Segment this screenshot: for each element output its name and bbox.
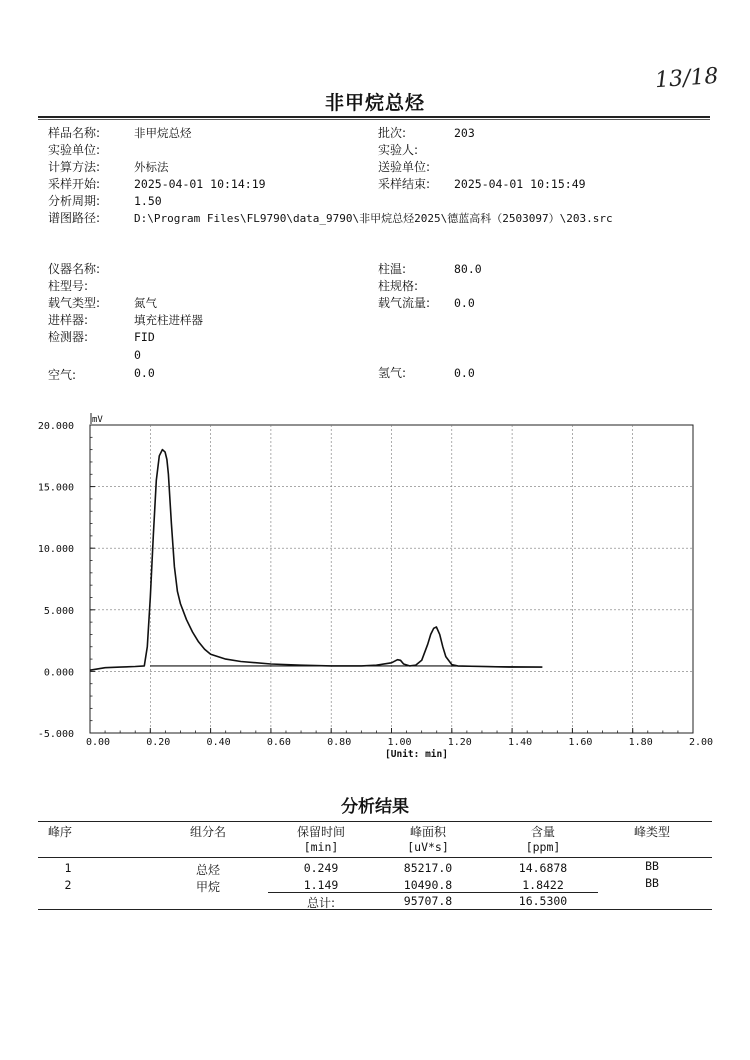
- header-component: 组分名: [189, 825, 226, 839]
- header-content: 含量: [530, 825, 555, 839]
- y-tick-label: 20.000: [37, 421, 74, 432]
- table-header-rule: [38, 857, 712, 858]
- x-tick-label: 0.40: [206, 737, 231, 748]
- x-tick-label: 1.00: [387, 737, 412, 748]
- table-top-rule: [38, 821, 712, 822]
- chromatogram-chart: [30, 410, 714, 760]
- total-rule: [268, 892, 598, 893]
- instrument-info: 仪器名称: 柱型号: 载气类型: 氮气 进样器: 填充柱进样器 检测器: FID 0 空气: 0.0 柱温: 80.0 柱规格: 载气流量: 0.0 氢气: 0.0: [48, 262, 482, 382]
- x-tick-label: 1.80: [628, 737, 653, 748]
- y-tick-label: 10.000: [37, 544, 74, 556]
- y-tick-label: 0.000: [43, 667, 74, 679]
- y-tick-label: -5.000: [37, 729, 74, 740]
- x-tick-label: 2.00: [688, 737, 714, 748]
- header-peak-no: 峰序: [47, 825, 72, 839]
- y-tick-label: 5.000: [43, 605, 74, 617]
- header-area: 峰面积: [409, 825, 446, 839]
- x-tick-label: 0.80: [327, 737, 352, 748]
- sample-info: 样品名称: 非甲烷总烃 实验单位: 计算方法: 外标法 采样开始: 2025-04-01 10:14:19 分析周期: 1.50 谱图路径: D:\Program Files\FL9790\data_9790\非甲烷总烃2025\德蓝高科（2503097）\203.src 批次: 203 实验人: 送验单位: 采样结束: 2025-04-01 10:15:49: [48, 126, 613, 225]
- x-tick-label: 0.60: [266, 737, 291, 748]
- table-bottom-rule: [38, 909, 712, 910]
- header-area-unit: [uV*s]: [407, 840, 449, 854]
- x-tick-label: 1.20: [447, 737, 472, 748]
- x-tick-label: 0.00: [85, 737, 111, 748]
- x-tick-label: 1.60: [568, 737, 593, 748]
- x-tick-label: 1.40: [508, 737, 533, 748]
- y-tick-label: 15.000: [37, 482, 74, 494]
- header-retention: 保留时间: [296, 825, 345, 839]
- title-rule-thin: [38, 119, 710, 120]
- handwritten-page-mark: 13/18: [654, 63, 720, 94]
- report-title: 非甲烷总烃: [324, 92, 425, 114]
- header-peak-type: 峰类型: [633, 825, 670, 839]
- results-title: 分析结果: [341, 797, 409, 817]
- y-axis-label: mV: [92, 415, 103, 425]
- header-retention-unit: [min]: [303, 840, 339, 854]
- chromatogram-trace: [90, 450, 542, 671]
- header-content-unit: [ppm]: [525, 840, 561, 854]
- x-tick-label: 0.20: [146, 737, 171, 748]
- title-rule: [38, 116, 710, 118]
- x-axis-label: [Unit: min]: [385, 749, 448, 760]
